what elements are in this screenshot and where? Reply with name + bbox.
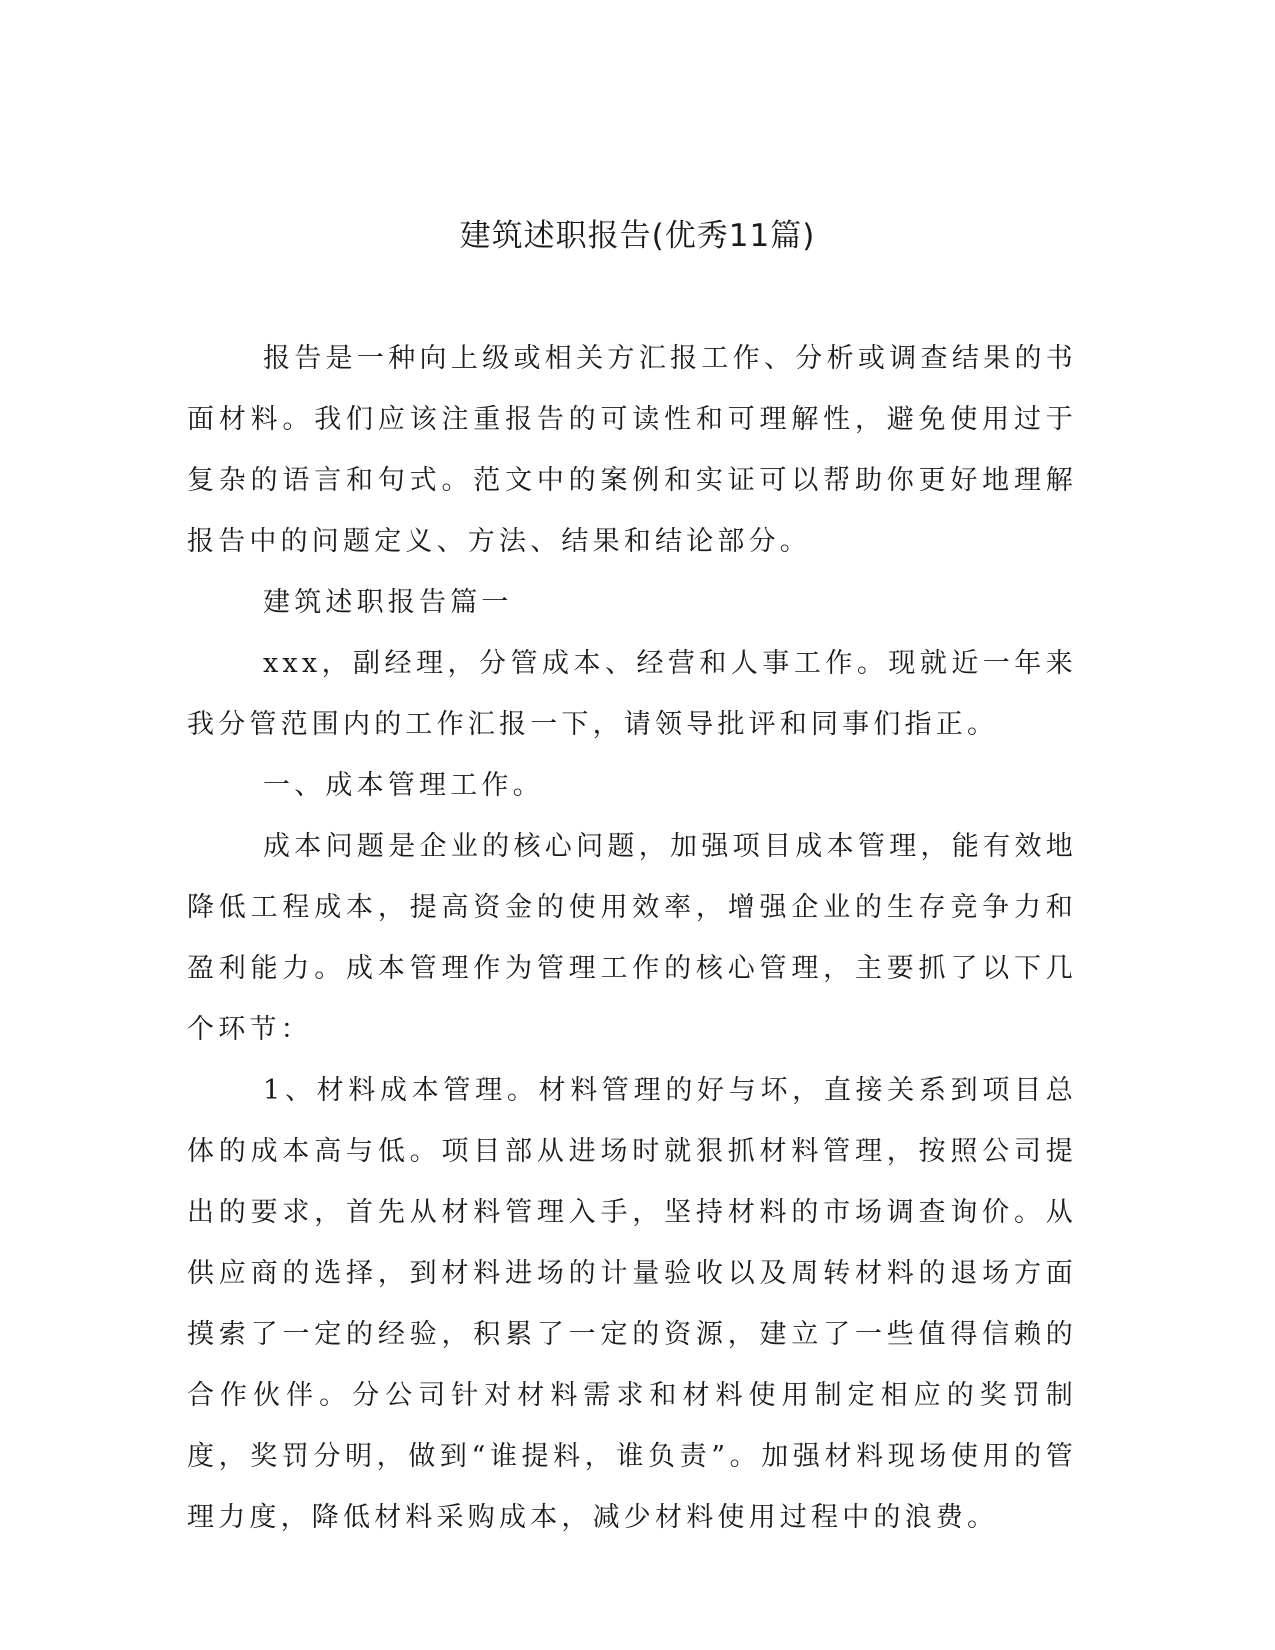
section-heading-part-one: 建筑述职报告篇一 [263,587,513,618]
paragraph-self-introduction: xxx，副经理，分管成本、经营和人事工作。现就近一年来我分管范围内的工作汇报一下，请领导批评和同事们指正。 [187,648,1077,740]
document-body [187,328,1077,1548]
paragraph-intro: 报告是一种向上级或相关方汇报工作、分析或调查结果的书面材料。我们应该注重报告的可读性和可理解性，避免使用过于复杂的语言和句式。范文中的案例和实证可以帮助你更好地理解报告中的问题定义、方法、结果和结论部分。 [187,343,1077,557]
document-title: 建筑述职报告(优秀11篇) [459,218,816,254]
subheading-cost-management: 一、成本管理工作。 [263,770,544,801]
paragraph-material-cost: 1、材料成本管理。材料管理的好与坏，直接关系到项目总体的成本高与低。项目部从进场时就狠抓材料管理，按照公司提出的要求，首先从材料管理入手，坚持材料的市场调查询价。从供应商的选择，到材料进场的计量验收以及周转材料的退场方面摸索了一定的经验，积累了一定的资源，建立了一些值得信赖的合作伙伴。分公司针对材料需求和材料使用制定相应的奖罚制度，奖罚分明，做到“谁提料，谁负责”。加强材料现场使用的管理力度，降低材料采购成本，减少材料使用过程中的浪费。 [187,1075,1077,1533]
paragraph-cost-overview: 成本问题是企业的核心问题，加强项目成本管理，能有效地降低工程成本，提高资金的使用效率，增强企业的生存竞争力和盈利能力。成本管理作为管理工作的核心管理，主要抓了以下几个环节： [187,831,1077,1045]
